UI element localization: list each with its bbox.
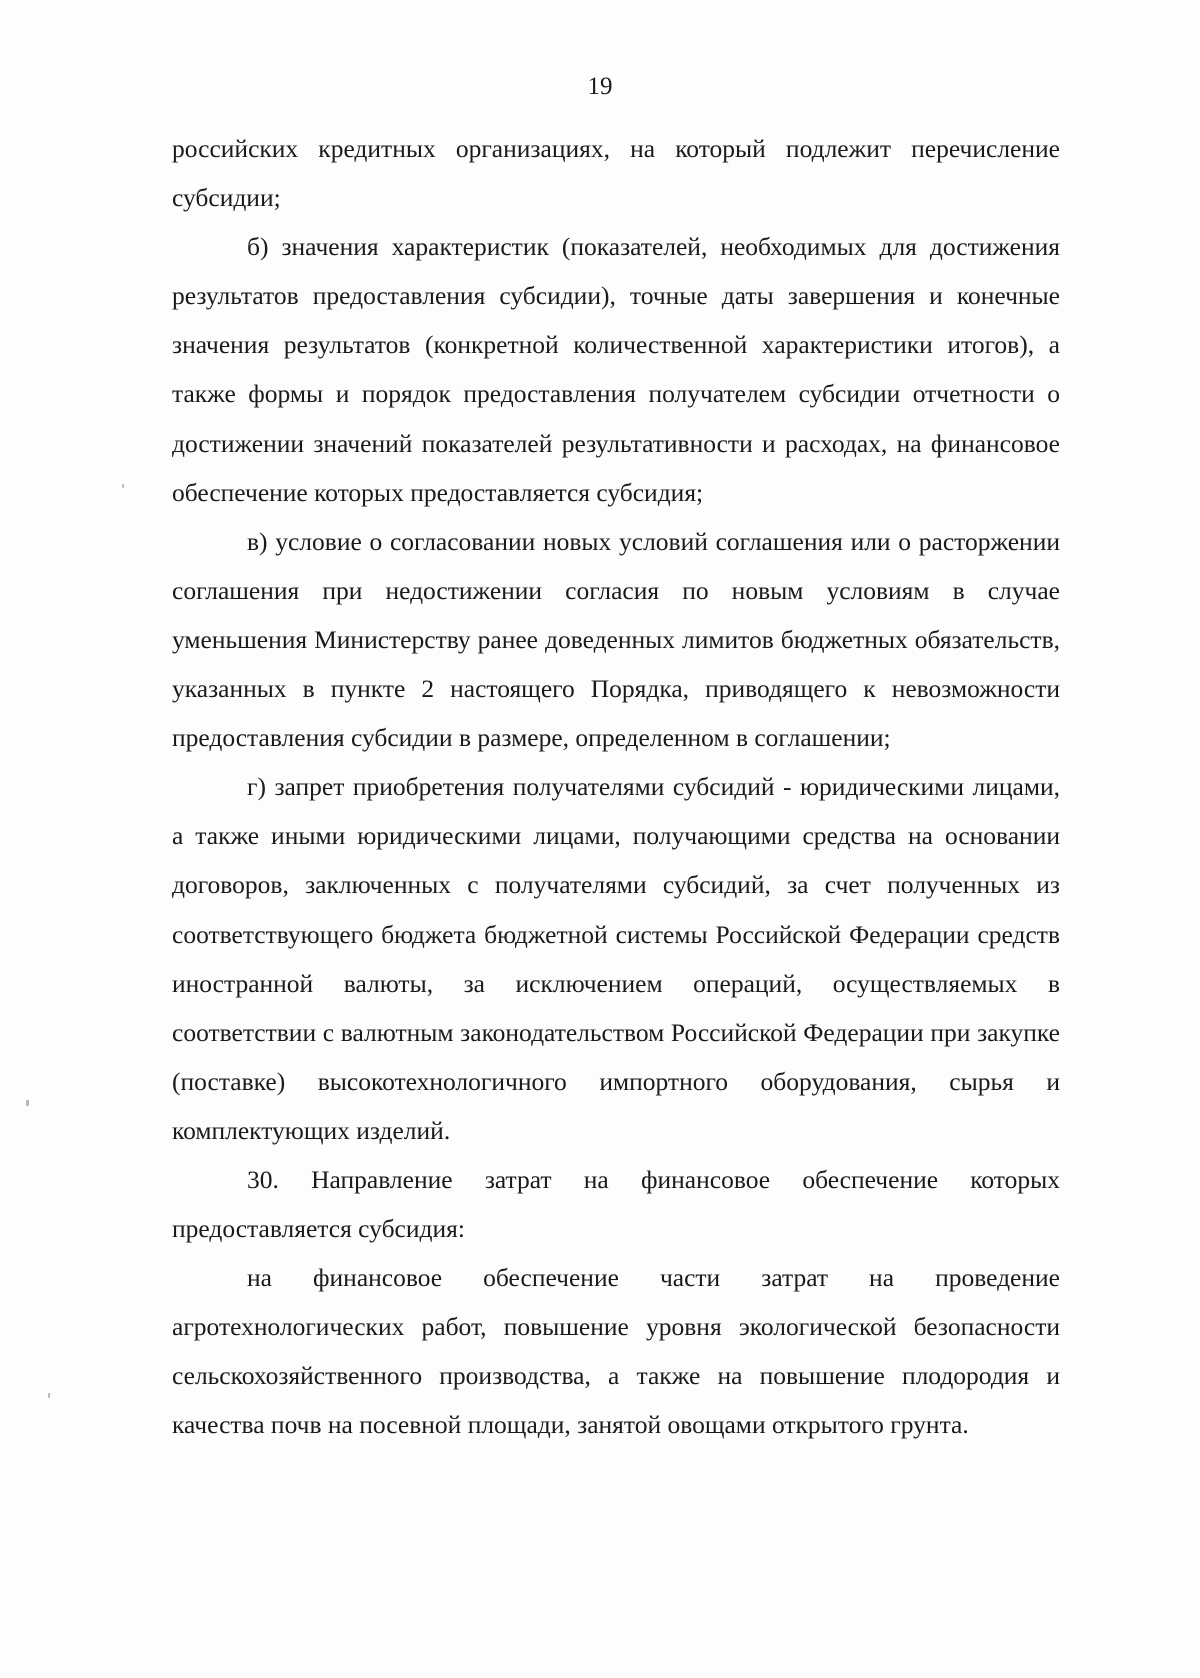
- document-body: [172, 124, 1060, 1450]
- scan-speck: [26, 1100, 29, 1106]
- page-number: 19: [587, 73, 613, 100]
- paragraph-item-b: б) значения характеристик (показателей, необходимых для достижения результатов предоставления субсидии), точные даты завершения и конечные значения результатов (конкретной количественной характеристики итогов), а также формы и порядок предоставления получателем субсидии отчетности о достижении значений показателей результативности и расходах, на финансовое обеспечение которых предоставляется субсидия;: [172, 232, 1060, 507]
- paragraph-item-v: в) условие о согласовании новых условий соглашения или о расторжении соглашения при недостижении согласия по новым условиям в случае уменьшения Министерству ранее доведенных лимитов бюджетных обязательств, указанных в пункте 2 настоящего Порядка, приводящего к невозможности предоставления субсидии в размере, определенном в соглашении;: [172, 526, 1060, 753]
- paragraph-expense-direction: на финансовое обеспечение части затрат на проведение агротехнологических работ, повышение уровня экологической безопасности сельскохозяйственного производства, а также на повышение плодородия и качества почв на посевной площади, занятой овощами открытого грунта.: [172, 1263, 1060, 1440]
- scan-speck: [122, 484, 124, 488]
- paragraph-continuation: российских кредитных организациях, на который подлежит перечисление субсидии;: [172, 134, 1060, 213]
- paragraph-item-30: 30. Направление затрат на финансовое обеспечение которых предоставляется субсидия:: [172, 1164, 1060, 1244]
- scan-speck: [48, 1393, 50, 1398]
- paragraph-item-g: г) запрет приобретения получателями субсидий - юридическими лицами, а также иными юридическими лицами, получающими средства на основании договоров, заключенных с получателями субсидий, за счет полученных из соответствующего бюджета бюджетной системы Российской Федерации средств иностранной валюты, за исключением операций, осуществляемых в соответствии с валютным законодательством Российской Федерации при закупке (поставке) высокотехнологичного импортного оборудования, сырья и комплектующих изделий.: [172, 772, 1060, 1145]
